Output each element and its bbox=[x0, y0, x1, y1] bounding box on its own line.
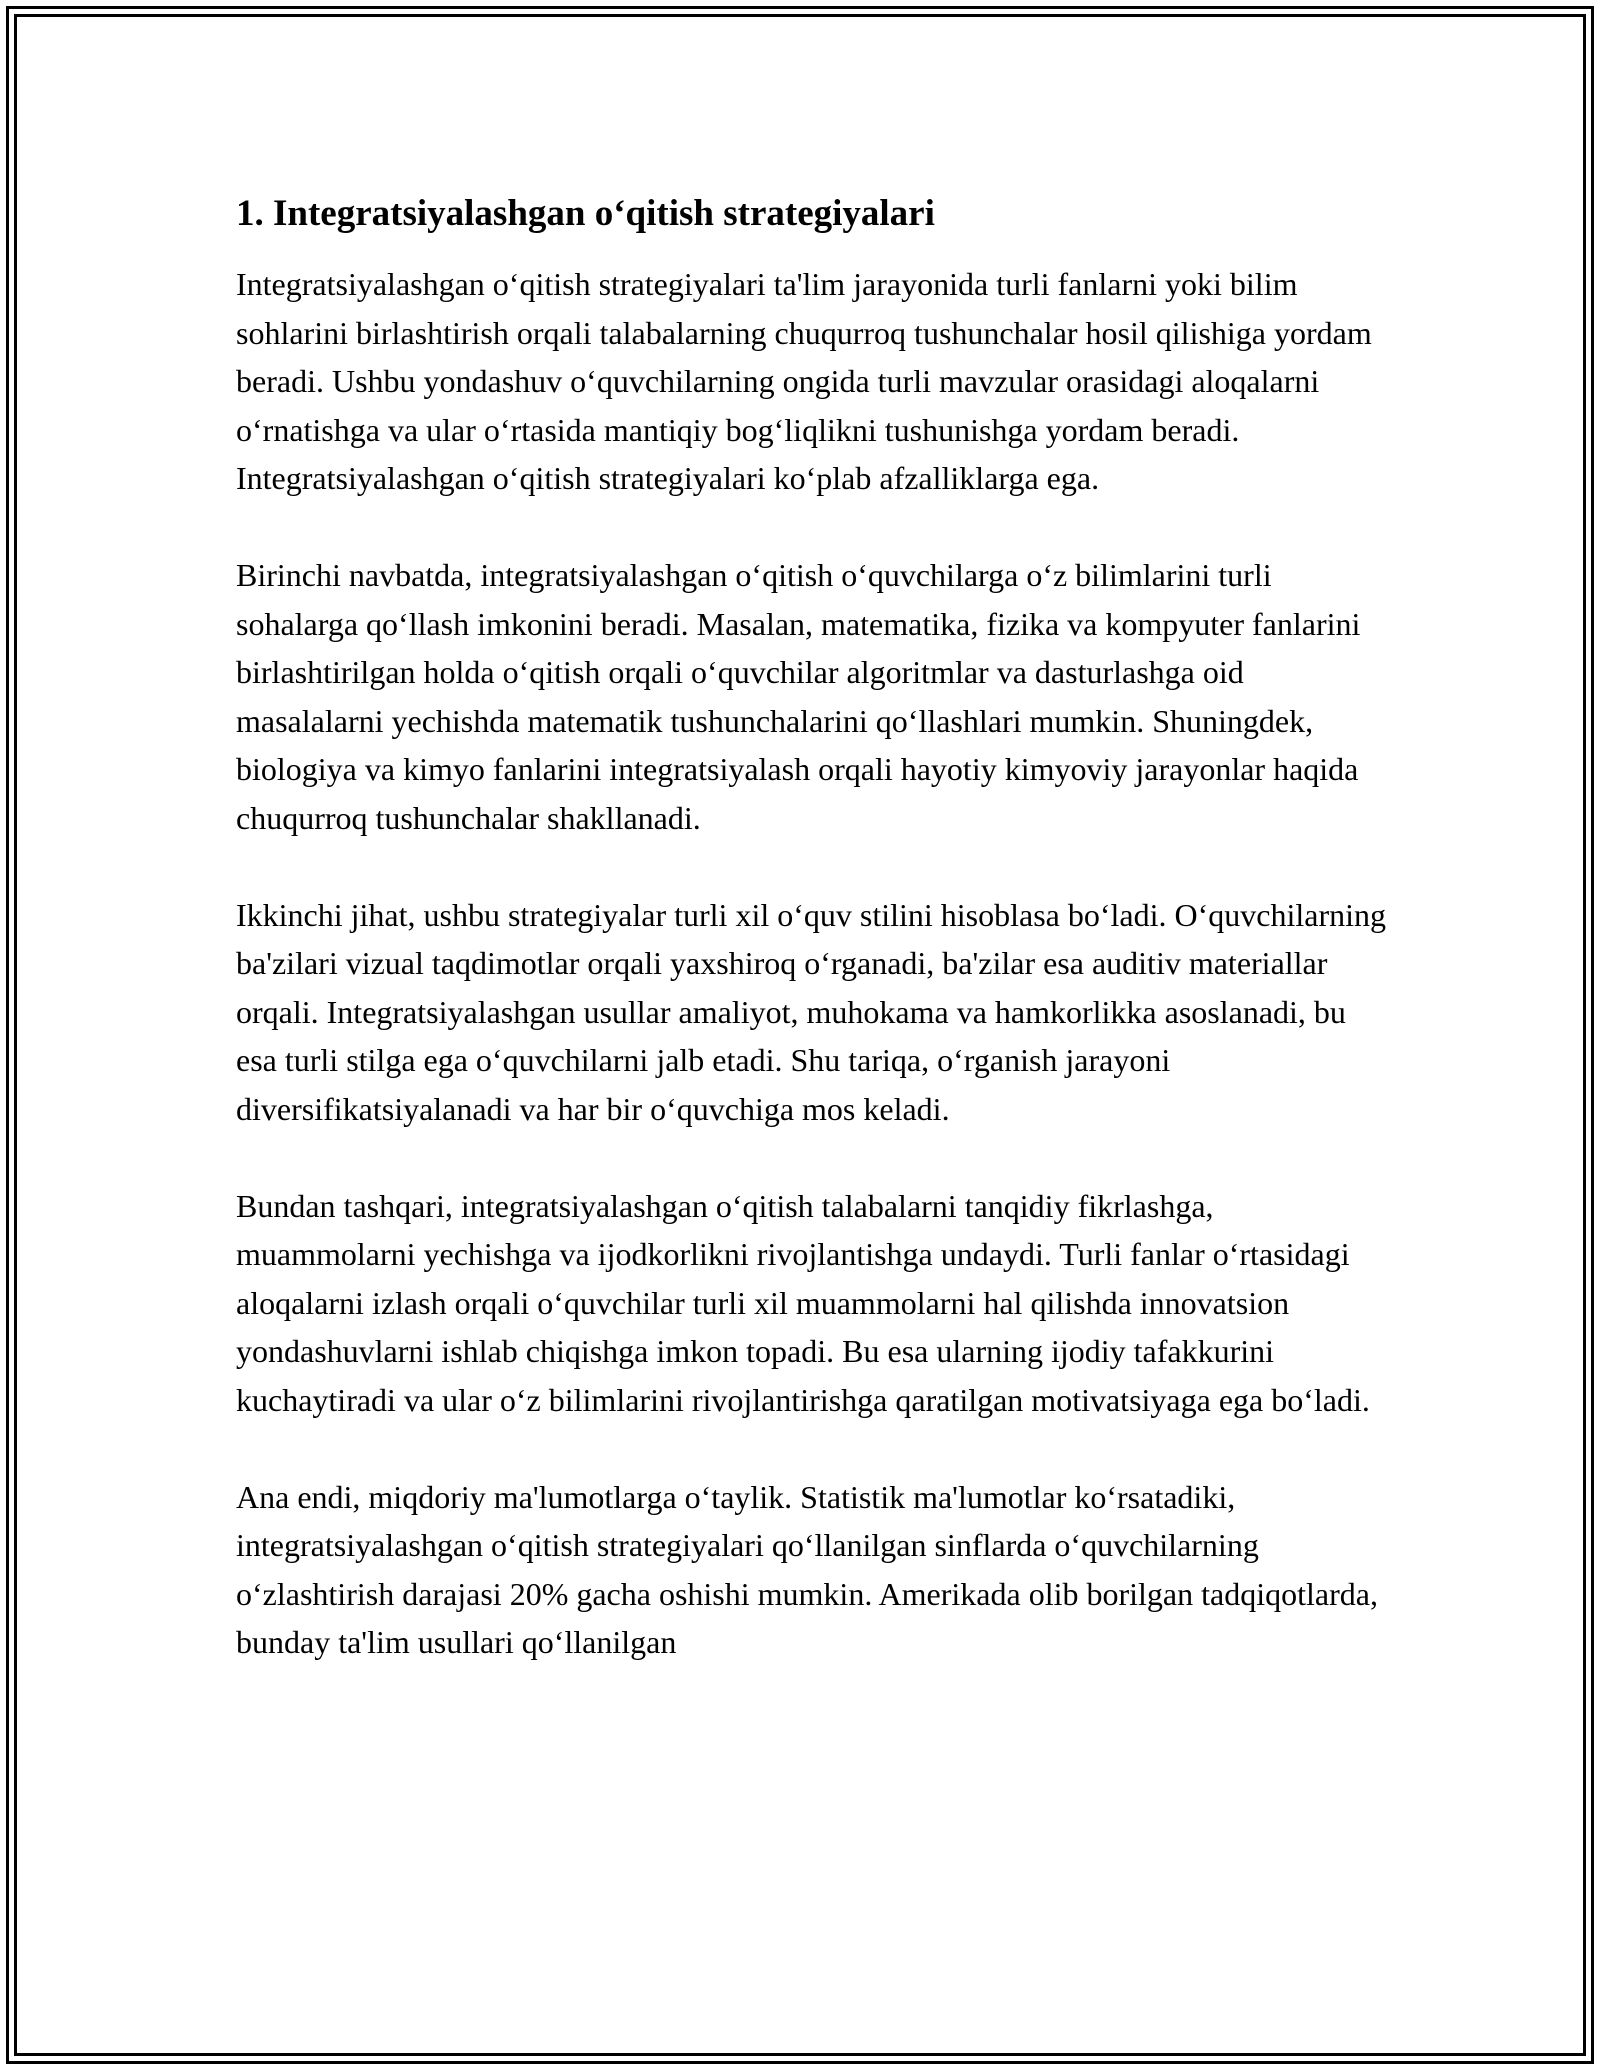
paragraph-1: Integratsiyalashgan o‘qitish strategiyalari ta'lim jarayonida turli fanlarni yoki bilim sohlarini birlashtirish orqali talabalarning chuqurroq tushunchalar hosil qilishiga yordam beradi. Ushbu yondashuv o‘quvchilarning ongida turli mavzular orasidagi aloqalarni o‘rnatishga va ular o‘rtasida mantiqiy bog‘liqlikni tushunishga yordam beradi. Integratsiyalashgan o‘qitish strategiyalari ko‘plab afzalliklarga ega. bbox=[236, 266, 1372, 496]
paragraph-5: Ana endi, miqdoriy ma'lumotlarga o‘taylik. Statistik ma'lumotlar ko‘rsatadiki, integratsiyalashgan o‘qitish strategiyalari qo‘llanilgan sinflarda o‘quvchilarning o‘zlashtirish darajasi 20% gacha oshishi mumkin. Amerikada olib borilgan tadqiqotlarda, bunday ta'lim usullari qo‘llanilgan bbox=[236, 1478, 1378, 1660]
paragraph-2: Birinchi navbatda, integratsiyalashgan o‘qitish o‘quvchilarga o‘z bilimlarini turli sohalarga qo‘llash imkonini beradi. Masalan, matematika, fizika va kompyuter fanlarini birlashtirilgan holda o‘qitish orqali o‘quvchilar algoritmlar va dasturlashga oid masalalarni yechishda matematik tushunchalarini qo‘llashlari mumkin. Shuningdek, biologiya va kimyo fanlarini integratsiyalash orqali hayotiy kimyoviy jarayonlar haqida chuqurroq tushunchalar shakllanadi. bbox=[236, 557, 1361, 836]
paragraph-4: Bundan tashqari, integratsiyalashgan o‘qitish talabalarni tanqidiy fikrlashga, muammolarni yechishga va ijodkorlikni rivojlantishga undaydi. Turli fanlar o‘rtasidagi aloqalarni izlash orqali o‘quvchilar turli xil muammolarni hal qilishda innovatsion yondashuvlarni ishlab chiqishga imkon topadi. Bu esa ularning ijodiy tafakkurini kuchaytiradi va ular o‘z bilimlarini rivojlantirishga qaratilgan motivatsiyaga ega bo‘ladi. bbox=[236, 1187, 1370, 1418]
paragraph-3: Ikkinchi jihat, ushbu strategiyalar turli xil o‘quv stilini hisoblasa bo‘ladi. O‘quvchilarning ba'zilari vizual taqdimotlar orqali yaxshiroq o‘rganadi, ba'zilar esa auditiv materiallar orqali. Integratsiyalashgan usullar amaliyot, muhokama va hamkorlikka asoslanadi, bu esa turli stilga ega o‘quvchilarni jalb etadi. Shu tariqa, o‘rganish jarayoni diversifikatsiyalanadi va har bir o‘quvchiga mos keladi. bbox=[236, 896, 1387, 1127]
section-heading: 1. Integratsiyalashgan o‘qitish strategiyalari bbox=[236, 193, 935, 234]
document-body bbox=[236, 190, 1386, 1715]
